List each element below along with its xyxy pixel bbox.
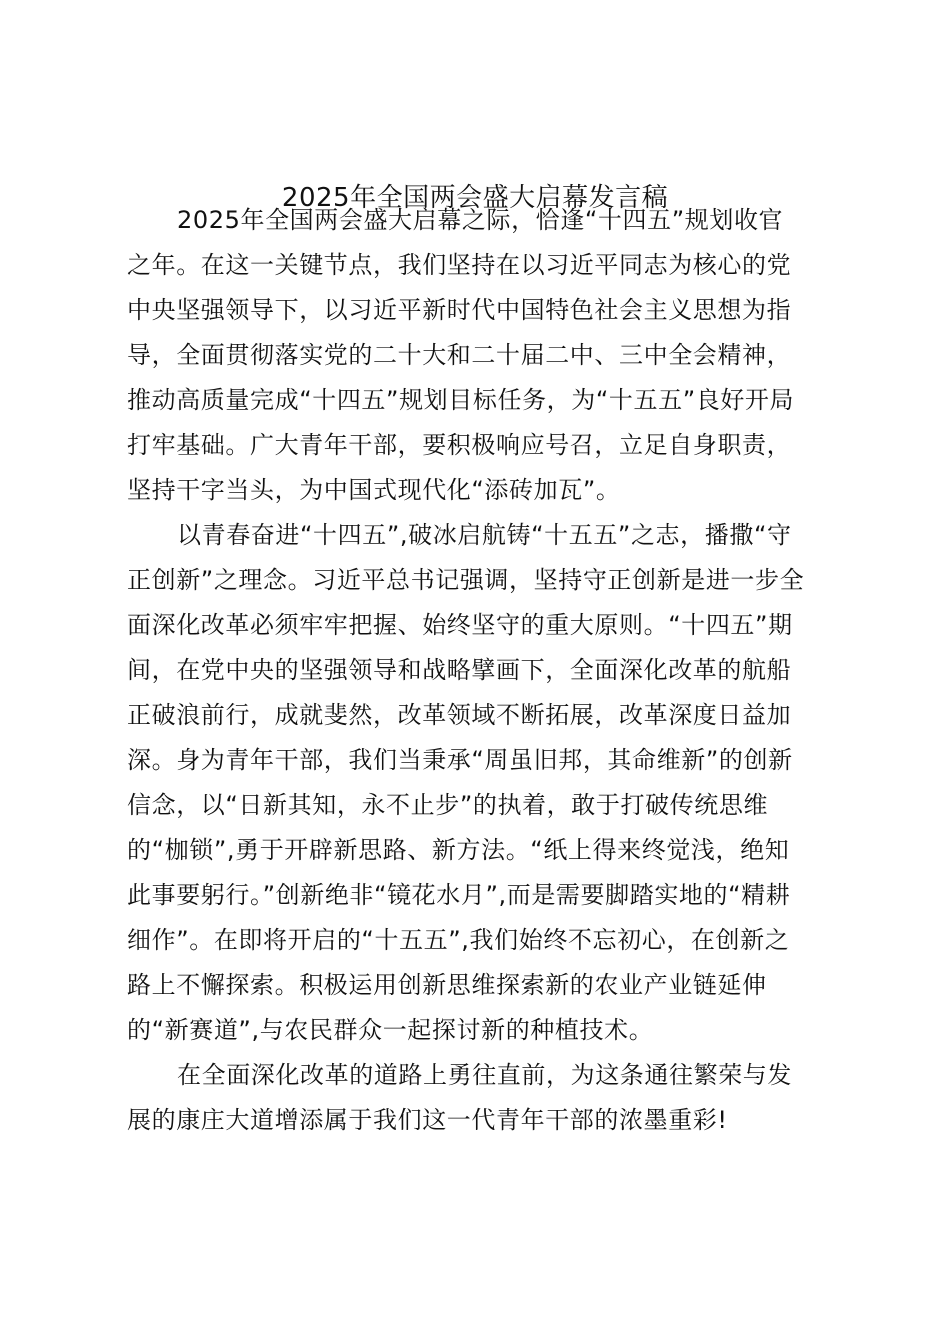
paragraph-line: 打牢基础。广大青年干部，要积极响应号召，立足自身职责，	[127, 431, 792, 459]
paragraph-line: 以青春奋进“十四五”,破冰启航铸“十五五”之志，播撒“守	[177, 521, 792, 549]
paragraph-line: 路上不懈探索。积极运用创新思维探索新的农业产业链延伸	[127, 971, 767, 999]
paragraph-line: 信念，以“日新其知，永不止步”的执着，敢于打破传统思维	[127, 791, 769, 819]
paragraph-line: 的“枷锁”,勇于开辟新思路、新方法。“纸上得来终觉浅，绝知	[127, 836, 790, 864]
document-title: 2025年全国两会盛大启幕发言稿	[281, 183, 669, 213]
paragraph-line: 2025年全国两会盛大启幕之际，恰逢“十四五”规划收官	[177, 206, 784, 234]
document-body	[127, 198, 837, 1143]
paragraph-line: 面深化改革必须牢牢把握、始终坚守的重大原则。“十四五”期	[127, 611, 793, 639]
paragraph-line: 在全面深化改革的道路上勇往直前，为这条通往繁荣与发	[177, 1061, 792, 1089]
paragraph-line: 正创新”之理念。习近平总书记强调，坚持守正创新是进一步全	[127, 566, 805, 594]
paragraph-line: 的“新赛道”,与农民群众一起探讨新的种植技术。	[127, 1016, 654, 1044]
paragraph-line: 细作”。在即将开启的“十五五”,我们始终不忘初心，在创新之	[127, 926, 790, 954]
paragraph-line: 展的康庄大道增添属于我们这一代青年干部的浓墨重彩!	[127, 1106, 728, 1134]
paragraph-line: 中央坚强领导下，以习近平新时代中国特色社会主义思想为指	[127, 296, 792, 324]
paragraph-line: 坚持干字当头，为中国式现代化“添砖加瓦”。	[127, 476, 621, 504]
paragraph-line: 深。身为青年干部，我们当秉承“周虽旧邦，其命维新”的创新	[127, 746, 793, 774]
paragraph-line: 正破浪前行，成就斐然，改革领域不断拓展，改革深度日益加	[127, 701, 792, 729]
paragraph-line: 之年。在这一关键节点，我们坚持在以习近平同志为核心的党	[127, 251, 792, 279]
paragraph-line: 此事要躬行。”创新绝非“镜花水月”,而是需要脚踏实地的“精耕	[127, 881, 791, 909]
paragraph-line: 推动高质量完成“十四五”规划目标任务，为“十五五”良好开局	[127, 386, 795, 414]
paragraph-line: 导，全面贯彻落实党的二十大和二十届二中、三中全会精神，	[127, 341, 792, 369]
paragraph-line: 间，在党中央的坚强领导和战略擘画下，全面深化改革的航船	[127, 656, 792, 684]
